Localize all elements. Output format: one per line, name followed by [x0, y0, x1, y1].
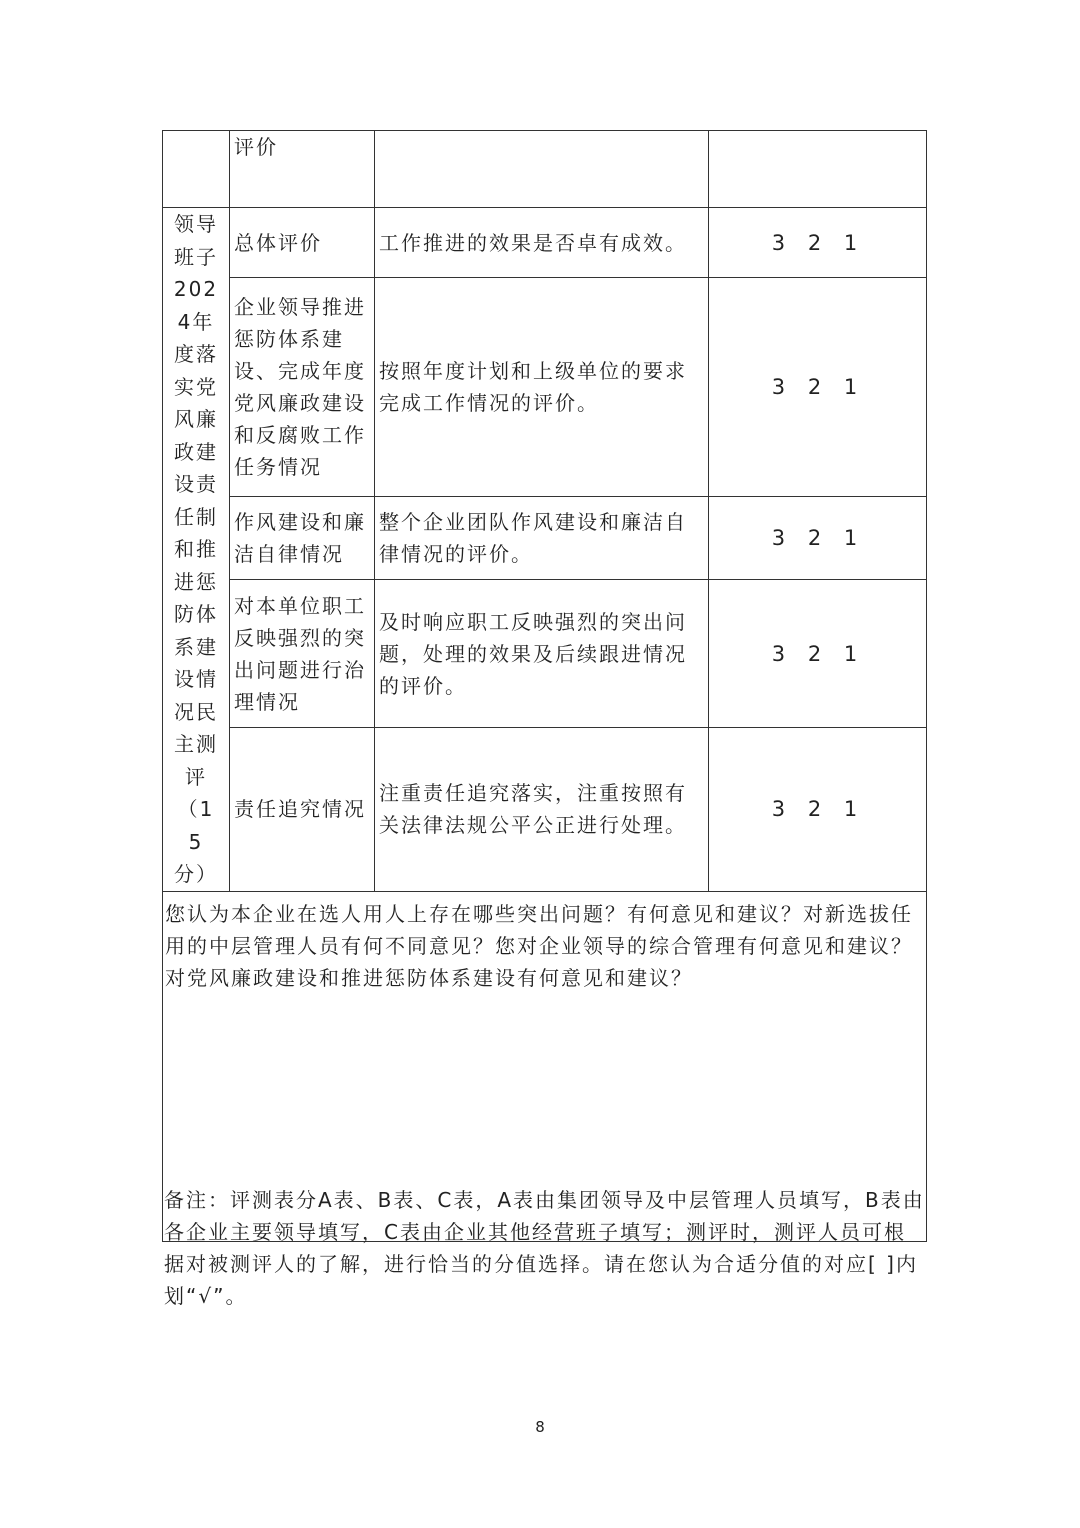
table-row — [163, 278, 927, 497]
page-number: 8 — [535, 1418, 545, 1436]
description-cell: 注重责任追究落实，注重按照有关法律法规公平公正进行处理。 — [375, 728, 709, 891]
score-options[interactable]: 3 2 1 — [709, 580, 927, 728]
table-row — [163, 497, 927, 580]
description-cell: 按照年度计划和上级单位的要求完成工作情况的评价。 — [375, 278, 709, 497]
score-options[interactable]: 3 2 1 — [709, 208, 927, 278]
description-cell-empty — [375, 131, 709, 208]
score-options[interactable]: 3 2 1 — [709, 728, 927, 891]
score-cell-empty — [709, 131, 927, 208]
item-cell: 评价 — [230, 131, 375, 208]
description-cell: 及时响应职工反映强烈的突出问题，处理的效果及后续跟进情况的评价。 — [375, 580, 709, 728]
item-cell: 总体评价 — [230, 208, 375, 278]
item-cell: 责任追究情况 — [230, 728, 375, 891]
table-row — [163, 208, 927, 278]
category-cell: 领导班子2024年度落实党风廉政建设责任制和推进惩防体系建设情况民主测评（15分） — [163, 208, 230, 892]
item-cell: 对本单位职工反映强烈的突出问题进行治理情况 — [230, 580, 375, 728]
table-row — [163, 131, 927, 208]
footnote: 备注：评测表分A表、B表、C表，A表由集团领导及中层管理人员填写，B表由各企业主要领导填写，C表由企业其他经营班子填写；测评时，测评人员可根据对被测评人的了解，进行恰当的分值选择。请在您认为合适分值的对应[ ]内划“√”。 — [164, 1188, 925, 1308]
table-row — [163, 580, 927, 728]
item-cell: 企业领导推进惩防体系建设、完成年度党风廉政建设和反腐败工作任务情况 — [230, 278, 375, 497]
category-cell-empty — [163, 131, 230, 208]
evaluation-table — [162, 130, 927, 1242]
score-options[interactable]: 3 2 1 — [709, 278, 927, 497]
description-cell: 整个企业团队作风建设和廉洁自律情况的评价。 — [375, 497, 709, 580]
comment-field[interactable]: 您认为本企业在选人用人上存在哪些突出问题？有何意见和建议？对新选拔任用的中层管理人员有何不同意见？您对企业领导的综合管理有何意见和建议？对党风廉政建设和推进惩防体系建设有何意见和建议？ — [163, 891, 927, 1241]
item-cell: 作风建设和廉洁自律情况 — [230, 497, 375, 580]
score-options[interactable]: 3 2 1 — [709, 497, 927, 580]
table-row — [163, 728, 927, 891]
description-cell: 工作推进的效果是否卓有成效。 — [375, 208, 709, 278]
